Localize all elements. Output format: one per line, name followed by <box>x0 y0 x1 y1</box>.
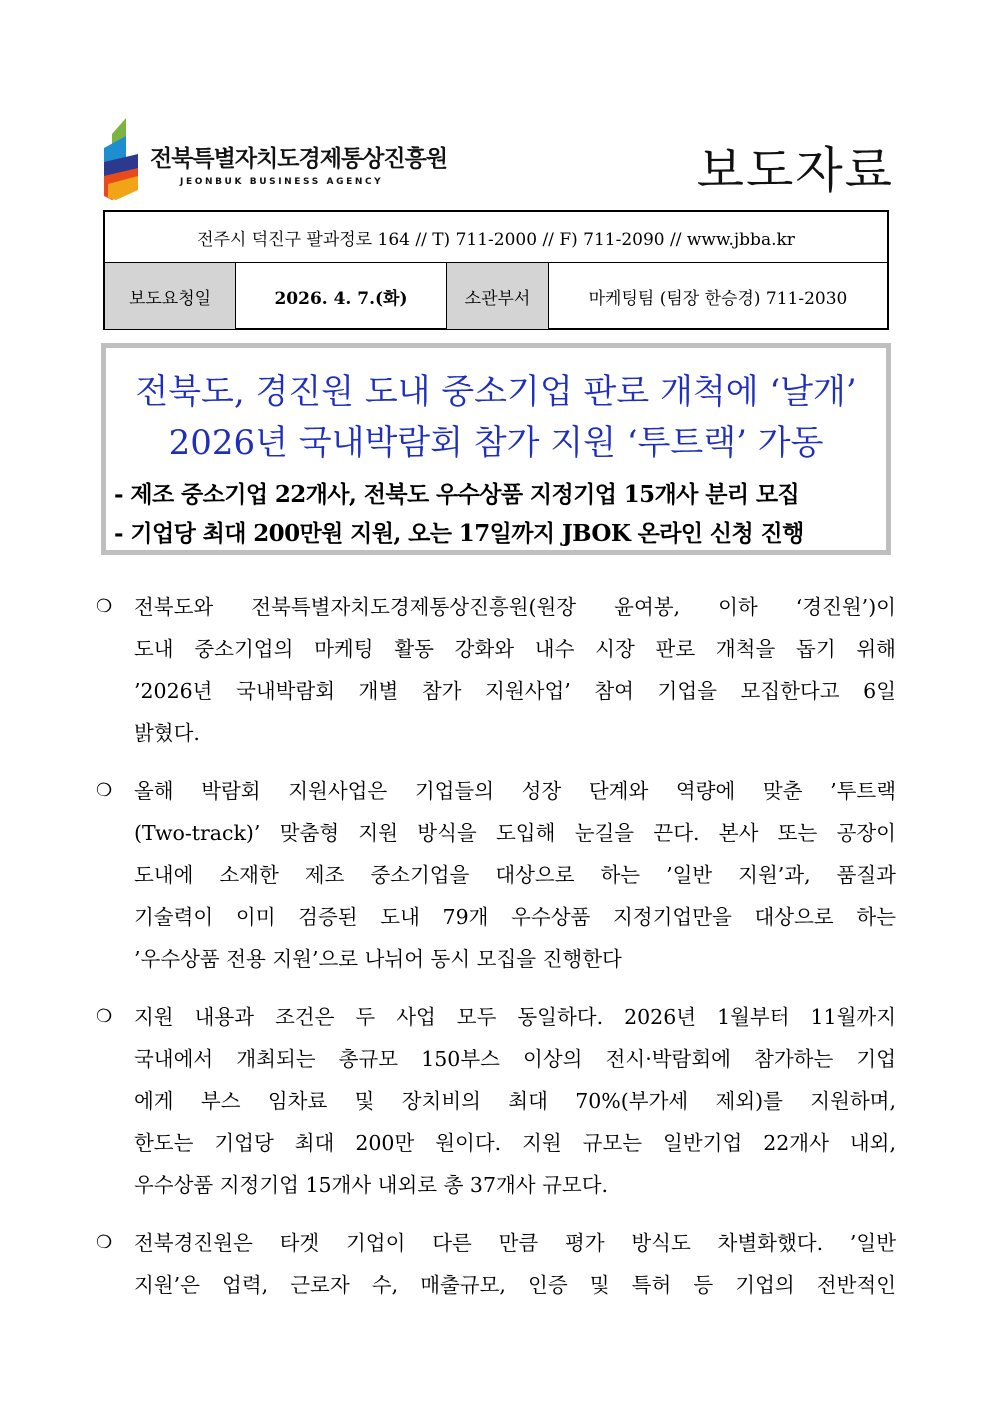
paragraph-line: 한도는 기업당 최대 200만 원이다. 지원 규모는 일반기업 22개사 내외, <box>134 1131 896 1155</box>
info-table <box>103 210 889 330</box>
headline-line-2: 2026년 국내박람회 참가 지원 ‘투트랙’ 가동 <box>168 423 824 463</box>
subheadline-1: - 제조 중소기업 22개사, 전북도 우수상품 지정기업 15개사 분리 모집 <box>114 481 800 508</box>
request-date-label: 보도요청일 <box>105 263 236 329</box>
bullet-circle-icon: ❍ <box>96 1006 113 1027</box>
paragraph-line: 밝혔다. <box>134 721 200 745</box>
contact-line: 전주시 덕진구 팔과정로 164 // T) 711-2000 // F) 711-2090 // www.jbba.kr <box>105 212 887 263</box>
paragraph <box>96 1222 896 1306</box>
paragraph-line: 국내에서 개최되는 총규모 150부스 이상의 전시·박람회에 참가하는 기업 <box>134 1047 896 1071</box>
paragraph-line: 지원’은 업력, 근로자 수, 매출규모, 인증 및 특허 등 기업의 전반적인 <box>134 1273 896 1297</box>
page-header <box>104 118 894 200</box>
paragraph-line: ’우수상품 전용 지원’으로 나뉘어 동시 모집을 진행한다 <box>134 947 622 971</box>
headline-box <box>101 343 891 555</box>
bullet-circle-icon: ❍ <box>96 1232 113 1253</box>
subheadline-2: - 기업당 최대 200만원 지원, 오는 17일까지 JBOK 온라인 신청 진행 <box>114 520 804 547</box>
paragraph <box>96 586 896 754</box>
paragraph-line: 우수상품 지정기업 15개사 내외로 총 37개사 규모다. <box>134 1173 609 1197</box>
paragraph-line: 올해 박람회 지원사업은 기업들의 성장 단계와 역량에 맞춘 ’투트랙 <box>134 779 896 803</box>
org-name-ko: 전북특별자치도경제통상진흥원 <box>150 146 448 172</box>
bullet-circle-icon: ❍ <box>96 596 113 617</box>
paragraph <box>96 996 896 1206</box>
paragraph-line: 전북경진원은 타겟 기업이 다른 만큼 평가 방식도 차별화했다. ’일반 <box>134 1231 896 1255</box>
paragraph-line: 도내에 소재한 제조 중소기업을 대상으로 하는 ’일반 지원’과, 품질과 <box>134 863 896 887</box>
info-row <box>105 263 887 329</box>
agency-logo-text <box>150 140 447 187</box>
org-name-en: JEONBUK BUSINESS AGENCY <box>180 177 384 187</box>
request-date: 2026. 4. 7.(화) <box>236 263 447 329</box>
bullet-circle-icon: ❍ <box>96 780 113 801</box>
document-type-title: 보도자료 <box>696 142 894 199</box>
paragraph-line: ’2026년 국내박람회 개별 참가 지원사업’ 참여 기업을 모집한다고 6일 <box>134 679 896 703</box>
press-release-body <box>96 586 896 1322</box>
dept-value: 마케팅팀 (팀장 한승경) 711-2030 <box>588 288 848 309</box>
paragraph-line: (Two-track)’ 맞춤형 지원 방식을 도입해 눈길을 끈다. 본사 또는 공장이 <box>134 821 896 845</box>
paragraph <box>96 770 896 980</box>
paragraph-line: 에게 부스 임차료 및 장치비의 최대 70%(부가세 제외)를 지원하며, <box>134 1089 896 1113</box>
paragraph-line: 지원 내용과 조건은 두 사업 모두 동일하다. 2026년 1월부터 11월까지 <box>134 1005 896 1029</box>
paragraph-line: 기술력이 이미 검증된 도내 79개 우수상품 지정기업만을 대상으로 하는 <box>134 905 896 929</box>
paragraph-line: 전북도와 전북특별자치도경제통상진흥원(원장 윤여봉, 이하 ‘경진원’)이 <box>134 595 896 619</box>
paragraph-line: 도내 중소기업의 마케팅 활동 강화와 내수 시장 판로 개척을 돕기 위해 <box>134 637 896 661</box>
agency-logo-icon <box>104 118 138 200</box>
dept-label: 소관부서 <box>447 263 549 329</box>
headline-line-1: 전북도, 경진원 도내 중소기업 판로 개척에 ‘날개’ <box>135 372 857 412</box>
